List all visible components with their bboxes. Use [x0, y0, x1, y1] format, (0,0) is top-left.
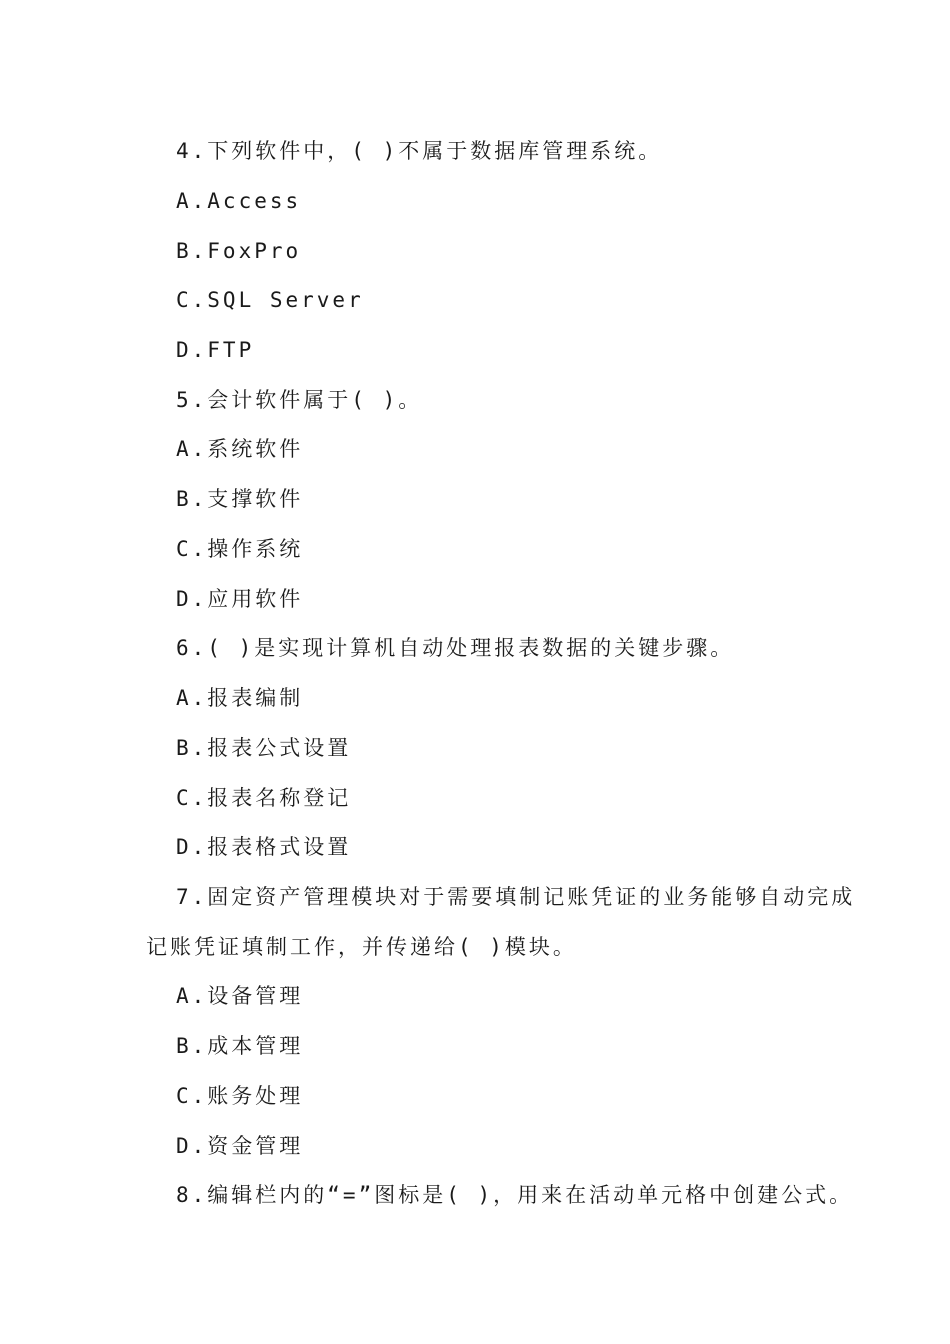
question-7-option-d: D.资金管理 — [176, 1134, 304, 1158]
question-7-stem-line-1: 7.固定资产管理模块对于需要填制记账凭证的业务能够自动完成 — [176, 885, 856, 909]
question-6-option-a: A.报表编制 — [176, 686, 304, 710]
question-4-option-a: A.Access — [176, 189, 302, 213]
question-5-option-b: B.支撑软件 — [176, 487, 304, 511]
question-4-stem: 4.下列软件中，( )不属于数据库管理系统。 — [176, 139, 663, 163]
question-8-stem: 8.编辑栏内的“=”图标是( )，用来在活动单元格中创建公式。 — [176, 1183, 854, 1207]
question-5-option-d: D.应用软件 — [176, 587, 304, 611]
question-4-option-b: B.FoxPro — [176, 239, 302, 263]
question-6-option-d: D.报表格式设置 — [176, 835, 352, 859]
question-6-option-c: C.报表名称登记 — [176, 786, 352, 810]
question-4-option-d: D.FTP — [176, 338, 255, 362]
question-5-option-c: C.操作系统 — [176, 537, 304, 561]
question-6-stem: 6.( )是实现计算机自动处理报表数据的关键步骤。 — [176, 636, 735, 660]
question-7-option-c: C.账务处理 — [176, 1084, 304, 1108]
question-5-option-a: A.系统软件 — [176, 437, 304, 461]
question-7-option-a: A.设备管理 — [176, 984, 304, 1008]
question-7-stem-line-2: 记账凭证填制工作，并传递给( )模块。 — [146, 935, 577, 959]
question-5-stem: 5.会计软件属于( )。 — [176, 388, 423, 412]
question-6-option-b: B.报表公式设置 — [176, 736, 352, 760]
question-7-option-b: B.成本管理 — [176, 1034, 304, 1058]
question-4-option-c: C.SQL Server — [176, 288, 364, 312]
